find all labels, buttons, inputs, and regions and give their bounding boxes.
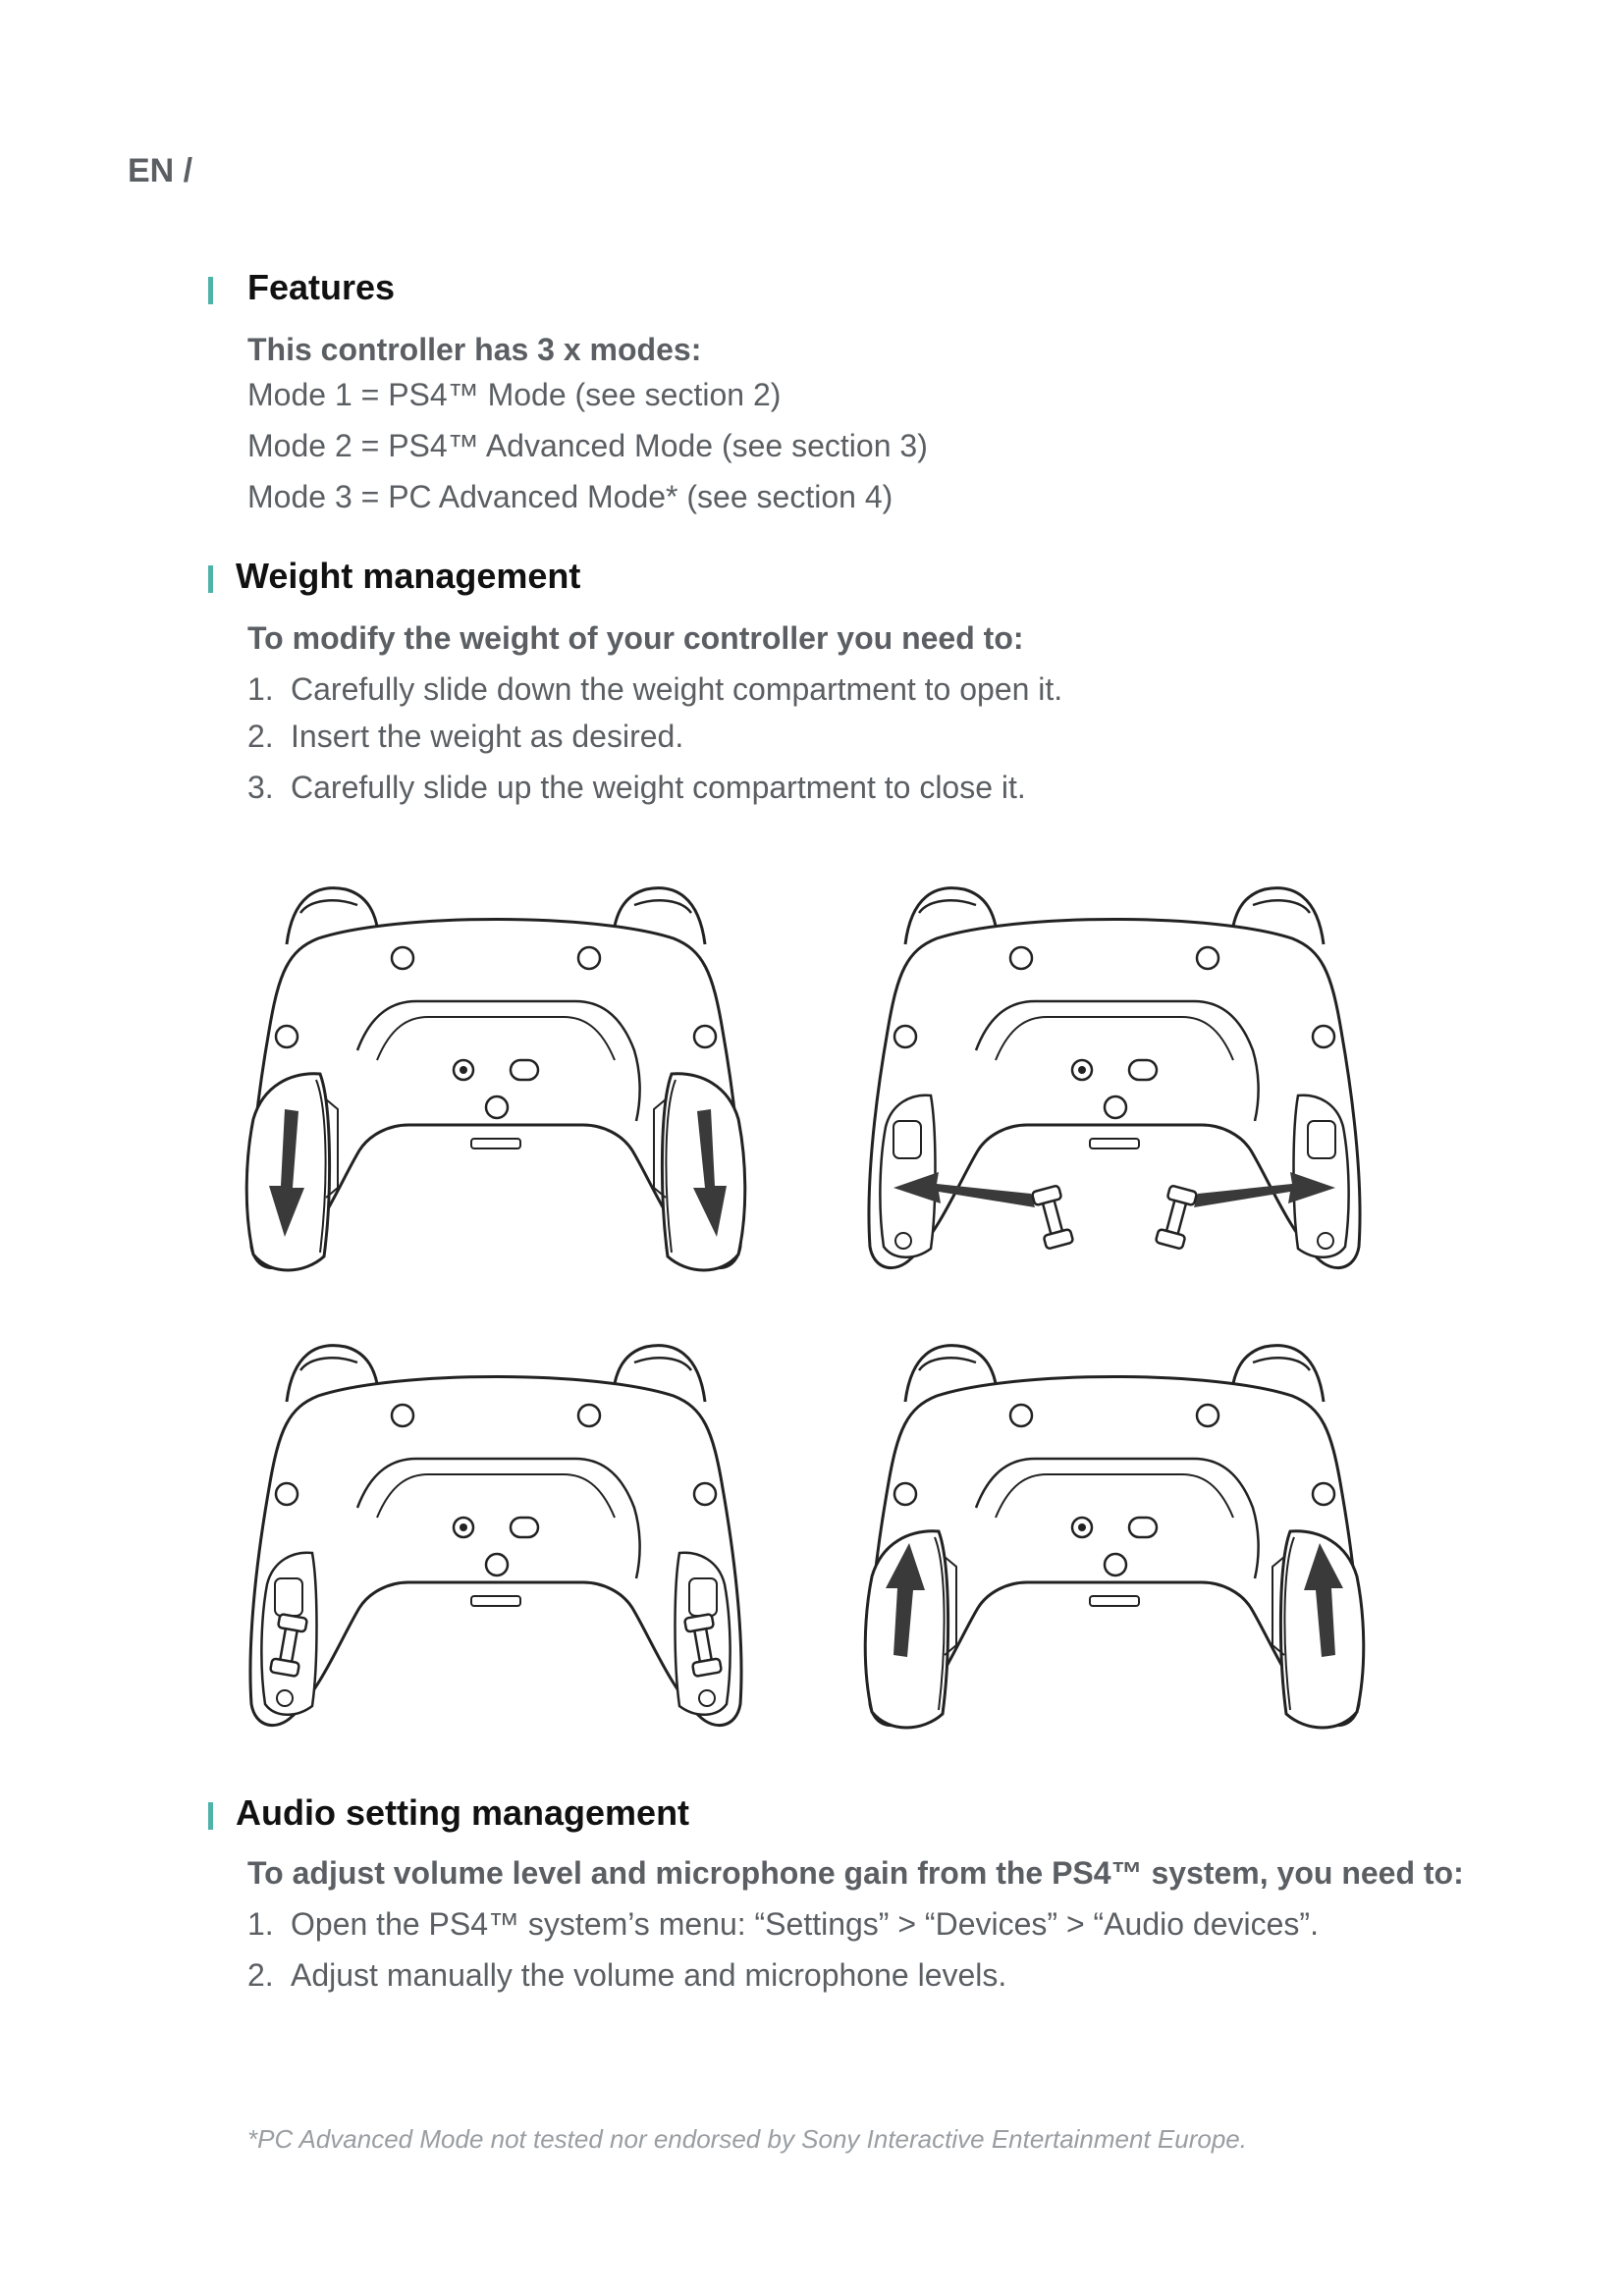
footnote: *PC Advanced Mode not tested nor endorsed by Sony Interactive Entertainment Europe. <box>247 2124 1247 2154</box>
section-marker <box>208 565 213 593</box>
weight-title: Weight management <box>236 556 581 596</box>
step-text: Adjust manually the volume and microphone levels. <box>291 1957 1007 1993</box>
weight-step-2 <box>247 719 683 755</box>
step-text: Open the PS4™ system’s menu: “Settings” > “Devices” > “Audio devices”. <box>291 1906 1319 1942</box>
language-label: EN / <box>128 152 193 189</box>
step-text: Carefully slide up the weight compartment to close it. <box>291 770 1026 805</box>
weight-step-1 <box>247 671 1062 708</box>
audio-title: Audio setting management <box>236 1792 690 1833</box>
audio-lead: To adjust volume level and microphone gain from the PS4™ system, you need to: <box>247 1855 1464 1891</box>
weight-step-3 <box>247 770 1026 806</box>
audio-step-2 <box>247 1957 1006 1994</box>
audio-step-1 <box>247 1906 1319 1943</box>
mode-2: Mode 2 = PS4™ Advanced Mode (see section 3) <box>247 428 928 463</box>
features-lead: This controller has 3 x modes: <box>247 332 702 367</box>
weight-lead: To modify the weight of your controller you need to: <box>247 620 1024 656</box>
features-title: Features <box>247 267 396 307</box>
step-text: Carefully slide down the weight compartment to open it. <box>291 671 1063 707</box>
weight-icon <box>1032 1185 1074 1249</box>
illustration-insert-weight <box>829 864 1418 1296</box>
illustration-close-compartment <box>829 1321 1418 1753</box>
step-text: Insert the weight as desired. <box>291 719 684 754</box>
illustration-open-compartment <box>210 864 799 1296</box>
weight-icon <box>1156 1185 1198 1249</box>
mode-1: Mode 1 = PS4™ Mode (see section 2) <box>247 377 782 412</box>
step-number: 1. <box>247 671 274 707</box>
section-marker <box>208 1802 213 1830</box>
section-marker <box>208 277 213 304</box>
illustration-weight-inserted <box>210 1321 799 1753</box>
mode-3: Mode 3 = PC Advanced Mode* (see section 4) <box>247 479 893 514</box>
step-number: 2. <box>247 719 274 754</box>
step-number: 1. <box>247 1906 274 1942</box>
step-number: 2. <box>247 1957 274 1993</box>
step-number: 3. <box>247 770 274 805</box>
